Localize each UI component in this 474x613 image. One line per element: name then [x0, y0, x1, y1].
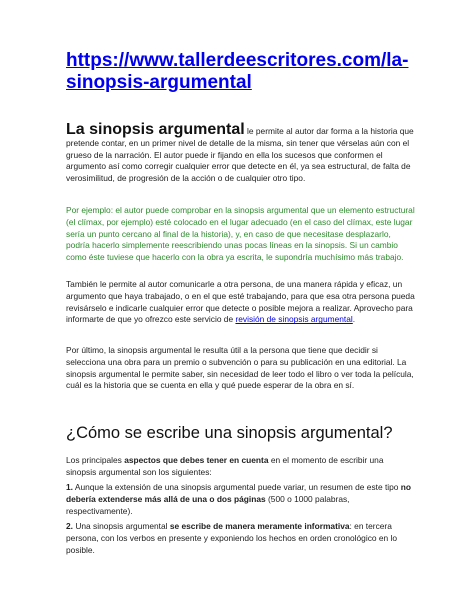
aspects-intro-bold: aspectos que debes tener en cuenta [124, 455, 269, 465]
list-item-1-text-b: (500 o 1000 palabras, respectivamente). [66, 493, 350, 516]
url-line-2[interactable]: sinopsis-argumental [66, 72, 252, 93]
list-item-1-text-a: Aunque la extensión de una sinopsis argumental puede variar, un resumen de este tipo [73, 482, 401, 492]
intro-paragraph [66, 121, 416, 185]
aspects-intro-b: en el momento de escribir una sinopsis argumental son los siguientes: [66, 455, 384, 477]
communication-paragraph [66, 279, 416, 326]
intro-text: le permite al autor dar forma a la historia que pretende contar, en un primer nivel de detalle de la misma, sin tener que vérselas aún con el grueso de la narración. El autor puede ir fijando en ella los sucesos que conformen el argumento así como corregir cualquier error que detecte en él, ya sea estructural, de falta de verosimilitud, de progresión de la acción o de cualquier otro tipo. [66, 126, 414, 184]
communication-end: . [352, 314, 356, 325]
list-item-2-text-a: Una sinopsis argumental [73, 521, 170, 531]
url-line-1[interactable]: https://www.tallerdeescritores.com/la- [66, 50, 409, 71]
list-item-1 [66, 482, 416, 517]
list-item-1-number: 1. [66, 482, 73, 492]
how-to-heading: ¿Cómo se escribe una sinopsis argumental? [66, 424, 393, 442]
aspects-intro-a: Los principales [66, 455, 125, 465]
example-paragraph: Por ejemplo: el autor puede comprobar en la sinopsis argumental que un elemento estructural (el clímax, por ejemplo) esté colocado en el lugar adecuado (en el caso del clímax, este lugar sería un punto cercano al final de la historia), y, en caso de que necesitase desplazarlo, podría hacerlo simplemente reescribiendo unas pocas líneas en la sinopsis. Si un cambio como éste tuviese que hacerlo con la obra ya escrita, le supondría muchísimo más trabajo. [66, 205, 415, 263]
list-item-2 [66, 521, 416, 556]
list-item-2-number: 2. [66, 521, 73, 531]
list-item-2-bold: se escribe de manera meramente informativa [169, 521, 350, 531]
communication-text: También le permite al autor comunicarle a otra persona, de una manera rápida y eficaz, un argumento que haya trabajado, o en el que esté trabajando, para que esa otra persona pueda revisárselo e indicarle cualquier error que detecte o posible mejora a realizar. Aprovecho para informarte de que yo ofrezco este servicio de [66, 279, 415, 325]
section-heading-inline: La sinopsis argumental [66, 121, 245, 138]
review-service-link[interactable]: revisión de sinopsis argumental [235, 314, 353, 325]
list-item-2-text-b: : en tercera persona, con los verbos en presente y exponiendo los hechos en orden cronológico en lo posible. [66, 521, 398, 555]
aspects-intro-paragraph [66, 455, 416, 479]
source-url-link[interactable] [66, 50, 416, 94]
list-item-1-bold: no debería extenderse más allá de una o dos páginas [66, 482, 412, 504]
usefulness-paragraph: Por último, la sinopsis argumental le resulta útil a la persona que tiene que decidir si selecciona una obra para un premio o subvención o para su publicación en una editorial. La sinopsis argumental le permite saber, sin necesidad de leer todo el libro o ver toda la película, cuál es la historia que se cuenta en ella y qué puede esperar de la obra en sí. [66, 345, 414, 391]
